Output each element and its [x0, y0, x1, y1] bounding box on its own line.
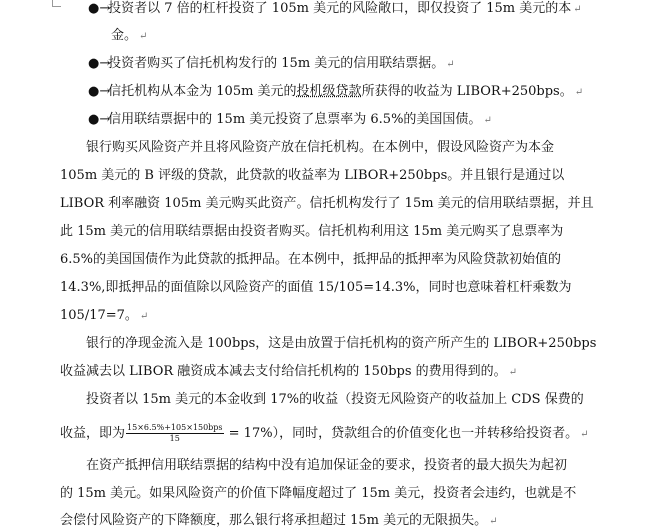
- paragraph-mark: ↵: [139, 311, 149, 322]
- bullet-symbol: ●→: [88, 84, 111, 99]
- bullet-item-3: [88, 83, 583, 101]
- paragraph-mark: ↵: [580, 429, 589, 440]
- paragraph-2-line-2: 收益减去以 LIBOR 融资成本减去支付给信托机构的 150bps 的费用得到的。 ↵: [60, 364, 518, 379]
- fraction-denominator: 15: [169, 434, 180, 443]
- bullet-text: 信用联结票据中的 15m 美元投资了息票率为 6.5%的美国国债。: [108, 112, 482, 127]
- bullet-text: 信托机构从本金为 105m 美元的投机级贷款所获得的收益为 LIBOR+250bps。: [108, 84, 573, 99]
- paragraph-1-line-6: 14.3%,即抵押品的面值除以风险资产的面值 15/105=14.3%，同时也意味着杠杆乘数为: [60, 280, 572, 295]
- text-boundary-corner: [52, 0, 61, 7]
- paragraph-1-line-5: 6.5%的美国国债作为此贷款的抵押品。在本例中，抵押品的抵押率为风险贷款初始值的: [60, 252, 562, 267]
- paragraph-mark: ↵: [508, 367, 518, 378]
- paragraph-1-line-3: LIBOR 利率融资 105m 美元购买此资产。信托机构发行了 15m 美元的信用联结票据，并且: [60, 196, 594, 211]
- bullet-symbol: ●→: [88, 1, 111, 16]
- paragraph-4-line-3: 会偿付风险资产的下降额度，那么银行将承担超过 15m 美元的无限损失。 ↵: [60, 513, 498, 528]
- paragraph-2-line-1: 银行的净现金流入是 100bps，这是由放置于信托机构的资产所产生的 LIBOR+250bps: [86, 336, 597, 351]
- bullet-text: 金。: [111, 28, 138, 43]
- fraction-numerator: 15×6.5%+105×150bps: [127, 423, 223, 432]
- paragraph-mark: ↵: [489, 516, 498, 527]
- bullet-item-1: [88, 0, 582, 18]
- paragraph-1-line-4: 此 15m 美元的信用联结票据由投资者购买。信托机构利用这 15m 美元购买了息票率为: [60, 224, 564, 239]
- bullet-text: 投资者购买了信托机构发行的 15m 美元的信用联结票据。: [108, 56, 445, 71]
- paragraph-mark: ↵: [139, 31, 148, 42]
- bullet-item-4: [88, 111, 492, 129]
- paragraph-3-line-1: 投资者以 15m 美元的本金收到 17%的收益（投资无风险资产的收益加上 CDS 保费的: [86, 392, 584, 407]
- paragraph-4-line-1: 在资产抵押信用联结票据的结构中没有追加保证金的要求，投资者的最大损失为起初: [86, 458, 568, 473]
- paragraph-1-line-7: 105/17=7。 ↵: [60, 308, 149, 323]
- bullet-text: 投资者以 7 倍的杠杆投资了 105m 美元的风险敞口，即仅投资了 15m 美元的本: [108, 1, 572, 16]
- bullet-symbol: ●→: [88, 56, 111, 71]
- paragraph-3-line-2: 收益，即为 $\frac{\text{15×6.5\%+105×150bps}}{15}$ = 17%），同时，贷款组合的价值变化也一并转移给投资者。 ↵: [60, 423, 589, 443]
- bullet-symbol: ●→: [88, 112, 111, 127]
- paragraph-mark: ↵: [573, 4, 582, 15]
- paragraph-1-line-2: 105m 美元的 B 评级的贷款，此贷款的收益率为 LIBOR+250bps。并且银行是通过以: [60, 168, 565, 183]
- return-formula-fraction: [126, 423, 224, 444]
- paragraph-mark: ↵: [483, 115, 492, 126]
- bullet-item-2: [88, 55, 455, 73]
- paragraph-1-line-1: 银行购买风险资产并且将风险资产放在信托机构。在本例中，假设风险资产为本金: [86, 140, 555, 155]
- bullet-item-1-continuation: [111, 27, 147, 45]
- paragraph-mark: ↵: [574, 87, 584, 98]
- paragraph-4-line-2: 的 15m 美元。如果风险资产的价值下降幅度超过了 15m 美元，投资者会违约，也就是不: [60, 486, 577, 501]
- paragraph-mark: ↵: [446, 59, 455, 70]
